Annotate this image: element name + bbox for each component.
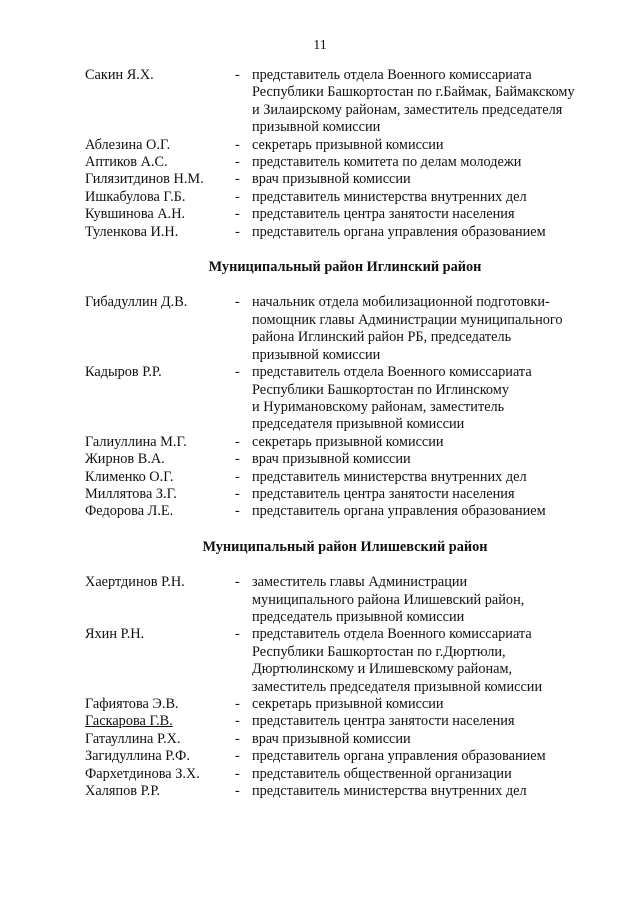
- role-line: врач призывной комиссии: [252, 171, 411, 188]
- member-name: Кадыров Р.Р.: [85, 364, 162, 381]
- member-name: Галиуллина М.Г.: [85, 433, 187, 450]
- role-line: представитель центра занятости населения: [252, 485, 515, 502]
- member-name: Аптиков А.С.: [85, 154, 168, 171]
- role-line: секретарь призывной комиссии: [252, 433, 444, 450]
- member-name: Жирнов В.А.: [85, 451, 165, 468]
- role-line: района Иглинский район РБ, председатель: [252, 329, 512, 346]
- member-name: Гаскарова Г.В.: [85, 713, 173, 730]
- role-line: заместитель председателя призывной комиссии: [252, 678, 543, 695]
- member-name: Кувшинова А.Н.: [85, 206, 186, 223]
- role-line: муниципального района Илишевский район,: [252, 591, 525, 608]
- role-line: представитель министерства внутренних дел: [252, 468, 527, 485]
- role-line: призывной комиссии: [252, 119, 381, 136]
- member-row: [85, 696, 605, 713]
- role-line: представитель органа управления образованием: [252, 503, 546, 520]
- member-role: [252, 294, 605, 364]
- role-line: и Зилаирскому районам, заместитель председателя: [252, 101, 563, 118]
- role-line: представитель органа управления образованием: [252, 748, 546, 765]
- dash: -: [235, 364, 240, 381]
- document-body: [85, 67, 605, 800]
- member-role: [252, 137, 605, 154]
- member-role: [252, 783, 605, 800]
- member-role: [252, 626, 605, 696]
- role-line: представитель центра занятости населения: [252, 713, 515, 730]
- member-row: [85, 206, 605, 223]
- dash: -: [235, 67, 240, 83]
- role-line: и Нуримановскому районам, заместитель: [252, 398, 505, 415]
- member-name: Гафиятова Э.В.: [85, 696, 179, 712]
- member-row: [85, 294, 605, 364]
- role-line: представитель органа управления образованием: [252, 223, 546, 240]
- member-role: [252, 224, 605, 241]
- member-role: [252, 154, 605, 171]
- member-row: [85, 154, 605, 171]
- member-role: [252, 469, 605, 486]
- dash: -: [235, 713, 240, 730]
- member-role: [252, 434, 605, 451]
- role-line: секретарь призывной комиссии: [252, 136, 444, 153]
- dash: -: [235, 696, 240, 712]
- member-row: [85, 364, 605, 434]
- member-row: [85, 171, 605, 188]
- role-line: представитель комитета по делам молодежи: [252, 154, 522, 171]
- member-role: [252, 206, 605, 223]
- member-row: [85, 766, 605, 783]
- dash: -: [235, 574, 240, 591]
- dash: -: [235, 626, 240, 643]
- member-name: Фархетдинова З.Х.: [85, 765, 200, 782]
- member-row: [85, 469, 605, 486]
- member-role: [252, 766, 605, 783]
- member-row: [85, 224, 605, 241]
- member-name: Миллятова З.Г.: [85, 485, 177, 502]
- member-row: [85, 486, 605, 503]
- dash: -: [235, 171, 240, 188]
- member-name: Загидуллина Р.Ф.: [85, 748, 190, 765]
- dash: -: [235, 730, 240, 747]
- member-role: [252, 189, 605, 206]
- member-role: [252, 171, 605, 188]
- member-name: Туленкова И.Н.: [85, 223, 179, 240]
- member-name: Халяпов Р.Р.: [85, 783, 161, 800]
- member-name: Гибадуллин Д.В.: [85, 294, 188, 311]
- member-role: [252, 503, 605, 520]
- member-row: [85, 713, 605, 730]
- role-line: Республики Башкортостан по г.Дюртюли,: [252, 643, 506, 660]
- dash: -: [235, 765, 240, 782]
- member-row: [85, 731, 605, 748]
- dash: -: [235, 503, 240, 520]
- member-row: [85, 67, 605, 137]
- member-role: [252, 364, 605, 434]
- member-name: Сакин Я.Х.: [85, 67, 154, 83]
- member-role: [252, 574, 605, 626]
- role-line: врач призывной комиссии: [252, 730, 411, 747]
- role-line: секретарь призывной комиссии: [252, 696, 444, 712]
- role-line: Дюртюлинскому и Илишевскому районам,: [252, 661, 513, 678]
- member-name: Хаертдинов Р.Н.: [85, 574, 185, 591]
- member-role: [252, 748, 605, 765]
- role-line: призывной комиссии: [252, 346, 381, 363]
- role-line: представитель министерства внутренних дел: [252, 783, 527, 800]
- member-row: [85, 783, 605, 800]
- section-ilishevsky: [85, 574, 605, 800]
- dash: -: [235, 433, 240, 450]
- role-line: начальник отдела мобилизационной подготовки-: [252, 294, 550, 311]
- role-line: представитель центра занятости населения: [252, 206, 515, 223]
- dash: -: [235, 188, 240, 205]
- dash: -: [235, 485, 240, 502]
- role-line: заместитель главы Администрации: [252, 574, 468, 591]
- member-name: Федорова Л.Е.: [85, 503, 174, 520]
- section-heading-iglinsky: Муниципальный район Иглинский район: [208, 259, 482, 276]
- member-role: [252, 696, 605, 713]
- dash: -: [235, 154, 240, 171]
- member-row: [85, 503, 605, 520]
- role-line: помощник главы Администрации муниципального: [252, 311, 563, 328]
- role-line: председатель призывной комиссии: [252, 608, 465, 625]
- member-role: [252, 731, 605, 748]
- dash: -: [235, 468, 240, 485]
- section-continuation: [85, 67, 605, 241]
- role-line: представитель министерства внутренних дел: [252, 188, 527, 205]
- member-row: [85, 574, 605, 626]
- role-line: представитель общественной организации: [252, 765, 512, 782]
- dash: -: [235, 748, 240, 765]
- member-name: Аблезина О.Г.: [85, 136, 171, 153]
- role-line: представитель отдела Военного комиссариата: [252, 67, 532, 83]
- role-line: представитель отдела Военного комиссариата: [252, 626, 532, 643]
- dash: -: [235, 223, 240, 240]
- member-role: [252, 451, 605, 468]
- member-row: [85, 137, 605, 154]
- section-iglinsky: [85, 294, 605, 520]
- role-line: врач призывной комиссии: [252, 451, 411, 468]
- role-line: Республики Башкортостан по г.Баймак, Баймакскому: [252, 84, 575, 101]
- member-row: [85, 748, 605, 765]
- dash: -: [235, 294, 240, 311]
- member-row: [85, 189, 605, 206]
- member-name: Ишкабулова Г.Б.: [85, 188, 186, 205]
- dash: -: [235, 783, 240, 800]
- member-name: Гатауллина Р.Х.: [85, 730, 181, 747]
- member-name: Яхин Р.Н.: [85, 626, 145, 643]
- member-role: [252, 713, 605, 730]
- member-role: [252, 486, 605, 503]
- member-row: [85, 434, 605, 451]
- page-number: 11: [313, 38, 327, 53]
- member-row: [85, 451, 605, 468]
- dash: -: [235, 451, 240, 468]
- role-line: Республики Башкортостан по Иглинскому: [252, 381, 510, 398]
- member-name: Клименко О.Г.: [85, 468, 174, 485]
- member-role: [252, 67, 605, 137]
- section-heading-ilishevsky: Муниципальный район Илишевский район: [202, 538, 488, 555]
- role-line: представитель отдела Военного комиссариата: [252, 364, 532, 381]
- dash: -: [235, 206, 240, 223]
- role-line: председателя призывной комиссии: [252, 416, 465, 433]
- member-name: Гилязитдинов Н.М.: [85, 171, 204, 188]
- dash: -: [235, 136, 240, 153]
- member-row: [85, 626, 605, 696]
